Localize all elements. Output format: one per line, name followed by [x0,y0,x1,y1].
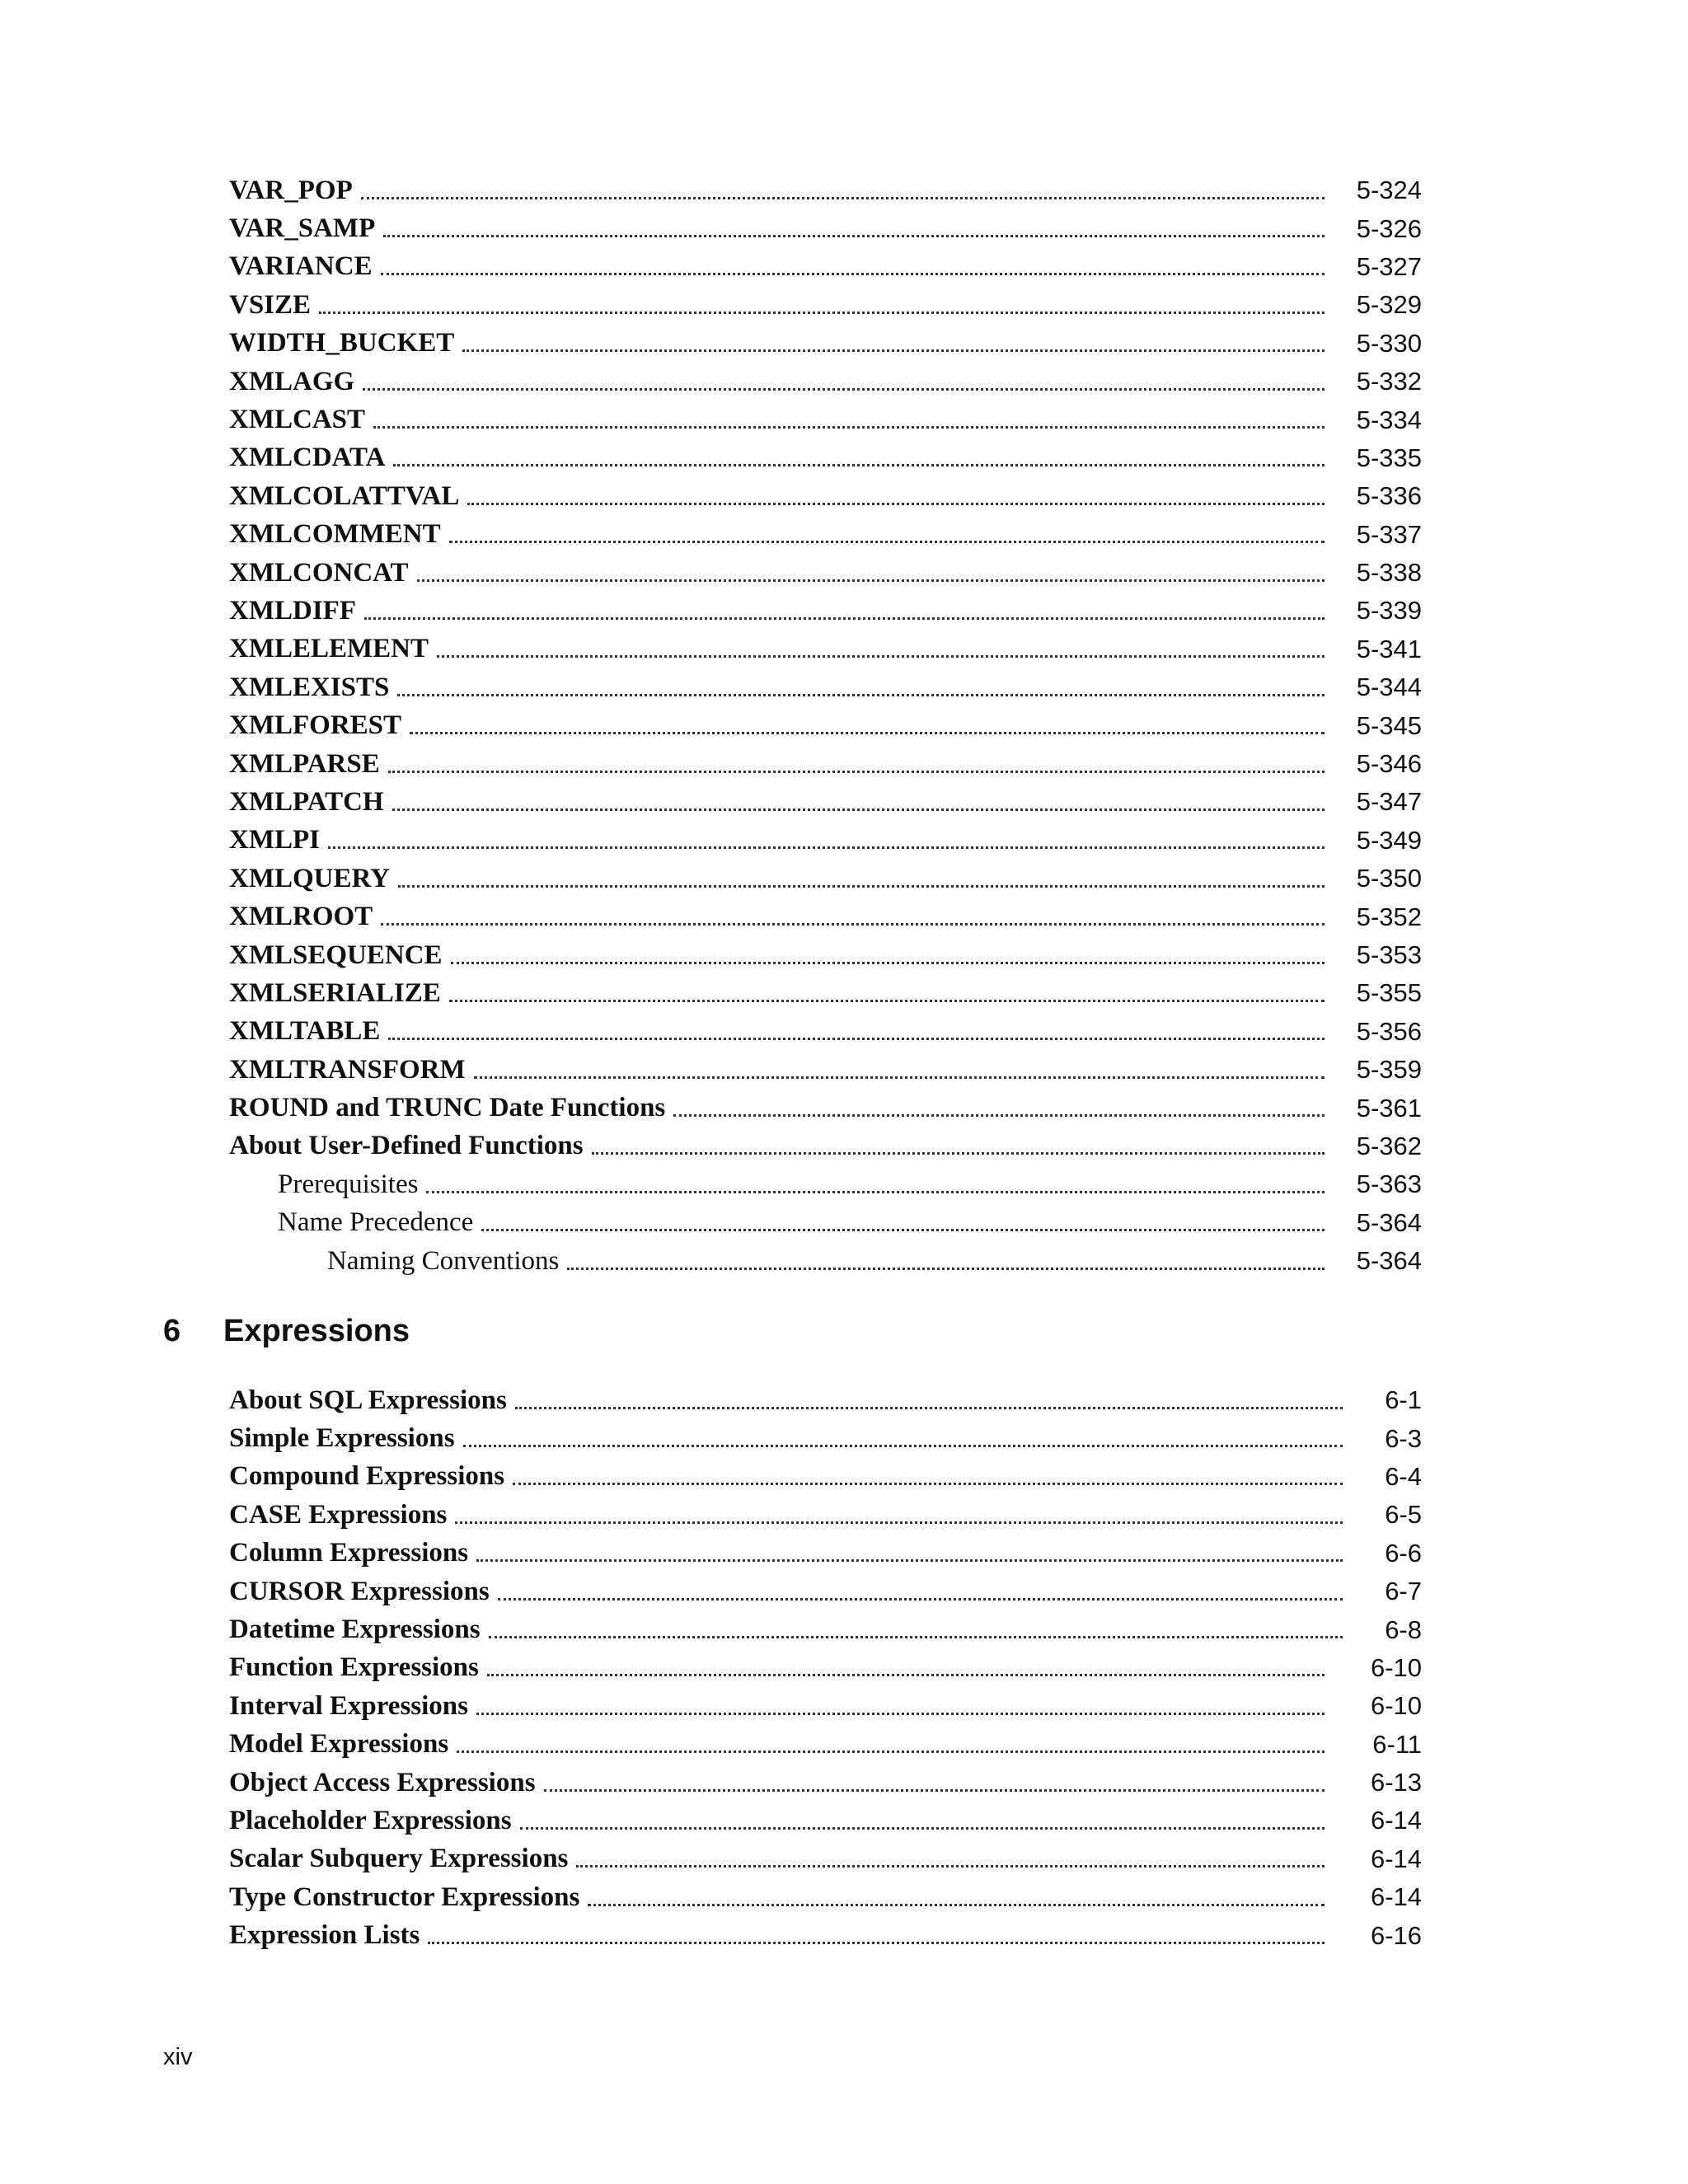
toc-entry-sub[interactable] [229,1204,1422,1242]
toc-entry-page: 5-327 [1356,251,1422,281]
dot-leader [467,503,1325,505]
toc-entry[interactable] [229,209,1422,247]
toc-entry-page: 5-336 [1356,481,1422,511]
toc-entry-title: XMLFOREST [229,710,402,741]
toc-entry-page: 5-361 [1356,1093,1422,1122]
toc-entry-page: 5-335 [1356,443,1422,472]
toc-entry[interactable] [229,439,1422,477]
toc-entry-page: 5-329 [1356,290,1422,320]
toc-entry-title: VAR_SAMP [229,213,376,244]
toc-entry-title: Naming Conventions [327,1245,560,1276]
toc-entry-title: Function Expressions [229,1652,479,1683]
toc-entry-page: 5-345 [1356,710,1422,740]
toc-entry[interactable] [229,1458,1422,1496]
toc-entry-page: 6-5 [1385,1500,1422,1530]
dot-leader [398,885,1325,888]
toc-entry-title: XMLCONCAT [229,557,409,588]
chapter-title: Expressions [223,1314,410,1348]
dot-leader [392,808,1325,811]
toc-entry[interactable] [229,248,1422,286]
dot-leader [393,464,1325,466]
toc-entry-title: Prerequisites [278,1169,419,1199]
toc-entry[interactable] [229,936,1422,974]
toc-entry-page: 6-3 [1385,1423,1422,1453]
toc-entry-page: 6-14 [1370,1882,1422,1912]
toc-entry-title: XMLTABLE [229,1016,381,1047]
toc-entry-page: 5-352 [1356,902,1422,931]
toc-entry[interactable] [229,1687,1422,1725]
toc-entry[interactable] [229,1051,1422,1089]
toc-entry-title: XMLAGG [229,366,355,396]
toc-entry[interactable] [229,1878,1422,1916]
toc-entry-page: 5-347 [1356,787,1422,817]
toc-entry-title: VAR_POP [229,175,353,205]
dot-leader [361,197,1325,199]
dot-leader [513,1483,1343,1485]
toc-entry-page: 5-364 [1356,1246,1422,1276]
toc-entry-page: 6-14 [1370,1806,1422,1835]
dot-leader [520,1827,1325,1830]
toc-section-chapter-6 [229,1381,1422,1955]
toc-entry-subsub[interactable] [229,1242,1422,1280]
dot-leader [673,1114,1325,1117]
toc-entry-title: Placeholder Expressions [229,1805,512,1835]
toc-entry-title: XMLSERIALIZE [229,977,441,1008]
dot-leader [381,923,1325,926]
toc-entry-title: Expression Lists [229,1920,420,1951]
toc-entry-page: 5-349 [1356,825,1422,855]
dot-leader [363,388,1325,391]
toc-entry-page: 5-332 [1356,367,1422,396]
dot-leader [474,1076,1325,1079]
toc-entry-title: XMLCOMMENT [229,519,441,550]
toc-entry-page: 6-16 [1370,1920,1422,1950]
toc-entry-title: XMLPATCH [229,786,384,817]
toc-entry-page: 6-10 [1370,1691,1422,1721]
toc-entry-page: 5-363 [1356,1169,1422,1199]
dot-leader [476,1559,1343,1562]
toc-entry-title: About User-Defined Functions [229,1131,584,1161]
toc-entry[interactable] [229,783,1422,821]
toc-entry-page: 6-1 [1385,1385,1422,1415]
toc-entry-page: 5-341 [1356,634,1422,663]
dot-leader [417,579,1325,582]
toc-entry[interactable] [229,668,1422,706]
toc-entry-title: XMLPI [229,825,320,855]
toc-entry[interactable] [229,477,1422,515]
toc-entry-title: XMLDIFF [229,595,356,626]
toc-entry-title: CURSOR Expressions [229,1576,490,1606]
toc-entry[interactable] [229,1764,1422,1802]
dot-leader [498,1598,1343,1601]
toc-entry-page: 5-334 [1356,405,1422,434]
footer-page-number: xiv [163,2044,193,2070]
dot-leader [328,846,1325,849]
toc-entry-page: 6-10 [1370,1652,1422,1682]
toc-entry-page: 5-337 [1356,519,1422,549]
toc-entry-page: 5-356 [1356,1016,1422,1046]
toc-entry-page: 6-8 [1385,1615,1422,1644]
toc-entry-page: 5-350 [1356,864,1422,893]
dot-leader [319,312,1325,314]
dot-leader [388,771,1325,773]
toc-entry-title: WIDTH_BUCKET [229,328,455,359]
toc-entry-page: 6-13 [1370,1768,1422,1797]
dot-leader [410,732,1325,734]
toc-entry[interactable] [229,822,1422,860]
toc-entry-title: CASE Expressions [229,1499,448,1530]
toc-entry[interactable] [229,1916,1422,1954]
toc-entry-title: Scalar Subquery Expressions [229,1844,569,1874]
dot-leader [544,1789,1325,1792]
toc-entry-page: 5-353 [1356,940,1422,969]
toc-entry-title: Simple Expressions [229,1423,455,1454]
dot-leader [437,655,1325,658]
toc-entry-page: 5-324 [1356,176,1422,205]
toc-entry-page: 6-4 [1385,1461,1422,1491]
toc-entry-title: XMLPARSE [229,748,380,779]
toc-entry-page: 5-364 [1356,1207,1422,1237]
toc-entry-title: XMLROOT [229,902,373,932]
toc-entry-title: XMLELEMENT [229,634,429,664]
dot-leader [457,1750,1325,1753]
toc-entry-page: 5-339 [1356,596,1422,626]
toc-entry[interactable] [229,516,1422,554]
toc-entry-page: 5-326 [1356,213,1422,243]
toc-entry[interactable] [229,325,1422,363]
toc-entry-title: XMLCAST [229,405,366,435]
dot-leader [489,1636,1343,1638]
dot-leader [449,541,1325,543]
toc-entry-title: XMLCOLATTVAL [229,480,460,511]
chapter-heading[interactable] [163,1314,410,1349]
toc-entry[interactable] [229,1496,1422,1534]
toc-entry[interactable] [229,286,1422,324]
toc-entry[interactable] [229,1726,1422,1764]
toc-entry-page: 5-355 [1356,978,1422,1008]
toc-section-chapter-5 [229,171,1422,1280]
toc-entry-title: XMLTRANSFORM [229,1054,466,1085]
toc-entry[interactable] [229,1381,1422,1419]
toc-entry-title: About SQL Expressions [229,1385,507,1415]
toc-entry-title: VSIZE [229,289,312,320]
toc-entry-title: Column Expressions [229,1538,469,1568]
toc-entry-title: VARIANCE [229,251,373,282]
toc-entry-page: 5-330 [1356,328,1422,358]
dot-leader [567,1268,1325,1270]
toc-entry-page: 6-6 [1385,1538,1422,1568]
toc-entry[interactable] [229,1127,1422,1165]
dot-leader [388,1038,1325,1040]
toc-entry[interactable] [229,1802,1422,1840]
dot-leader [576,1865,1325,1868]
toc-entry[interactable] [229,592,1422,630]
toc-entry[interactable] [229,1610,1422,1648]
toc-entry[interactable] [229,1013,1422,1051]
dot-leader [373,426,1325,429]
toc-entry[interactable] [229,974,1422,1012]
dot-leader [426,1191,1325,1193]
chapter-number: 6 [163,1314,181,1348]
dot-leader [455,1521,1343,1524]
dot-leader [476,1713,1325,1715]
toc-entry[interactable] [229,1419,1422,1457]
toc-entry-title: Object Access Expressions [229,1767,536,1797]
dot-leader [383,235,1325,237]
toc-entry-title: XMLQUERY [229,863,391,893]
dot-leader [449,1000,1325,1002]
toc-entry-page: 5-346 [1356,749,1422,779]
toc-entry[interactable] [229,1089,1422,1127]
toc-entry[interactable] [229,401,1422,438]
dot-leader [588,1904,1325,1906]
toc-entry-title: Model Expressions [229,1729,449,1760]
toc-entry-page: 5-359 [1356,1055,1422,1085]
toc-entry-title: Compound Expressions [229,1461,505,1492]
toc-entry[interactable] [229,630,1422,668]
toc-entry[interactable] [229,745,1422,783]
dot-leader [592,1152,1325,1155]
toc-entry[interactable] [229,1572,1422,1610]
toc-entry-title: Name Precedence [278,1207,474,1238]
toc-entry[interactable] [229,898,1422,935]
toc-entry-page: 6-11 [1372,1729,1422,1759]
dot-leader [397,694,1325,696]
toc-entry-title: ROUND and TRUNC Date Functions [229,1093,666,1123]
dot-leader [381,273,1325,275]
toc-entry-title: Datetime Expressions [229,1615,481,1645]
dot-leader [451,962,1325,964]
toc-entry[interactable] [229,171,1422,209]
toc-entry-title: Type Constructor Expressions [229,1882,580,1912]
dot-leader [364,617,1325,620]
dot-leader [481,1229,1325,1231]
toc-entry[interactable] [229,1840,1422,1878]
dot-leader [487,1674,1325,1676]
toc-entry-title: XMLSEQUENCE [229,940,443,970]
toc-entry-title: XMLEXISTS [229,672,390,702]
toc-entry-page: 6-14 [1370,1844,1422,1873]
toc-entry[interactable] [229,1535,1422,1572]
toc-entry-title: Interval Expressions [229,1690,469,1721]
toc-entry-title: XMLCDATA [229,443,386,473]
toc-entry[interactable] [229,1649,1422,1687]
toc-entry-page: 6-7 [1385,1577,1422,1606]
dot-leader [463,1445,1343,1447]
toc-entry-sub[interactable] [229,1165,1422,1203]
toc-entry[interactable] [229,860,1422,898]
toc-entry-page: 5-344 [1356,673,1422,702]
toc-entry[interactable] [229,706,1422,744]
toc-entry-page: 5-362 [1356,1131,1422,1160]
dot-leader [428,1942,1325,1944]
toc-entry[interactable] [229,554,1422,592]
dot-leader [515,1407,1343,1409]
toc-entry[interactable] [229,363,1422,401]
dot-leader [462,349,1325,352]
toc-entry-page: 5-338 [1356,558,1422,588]
